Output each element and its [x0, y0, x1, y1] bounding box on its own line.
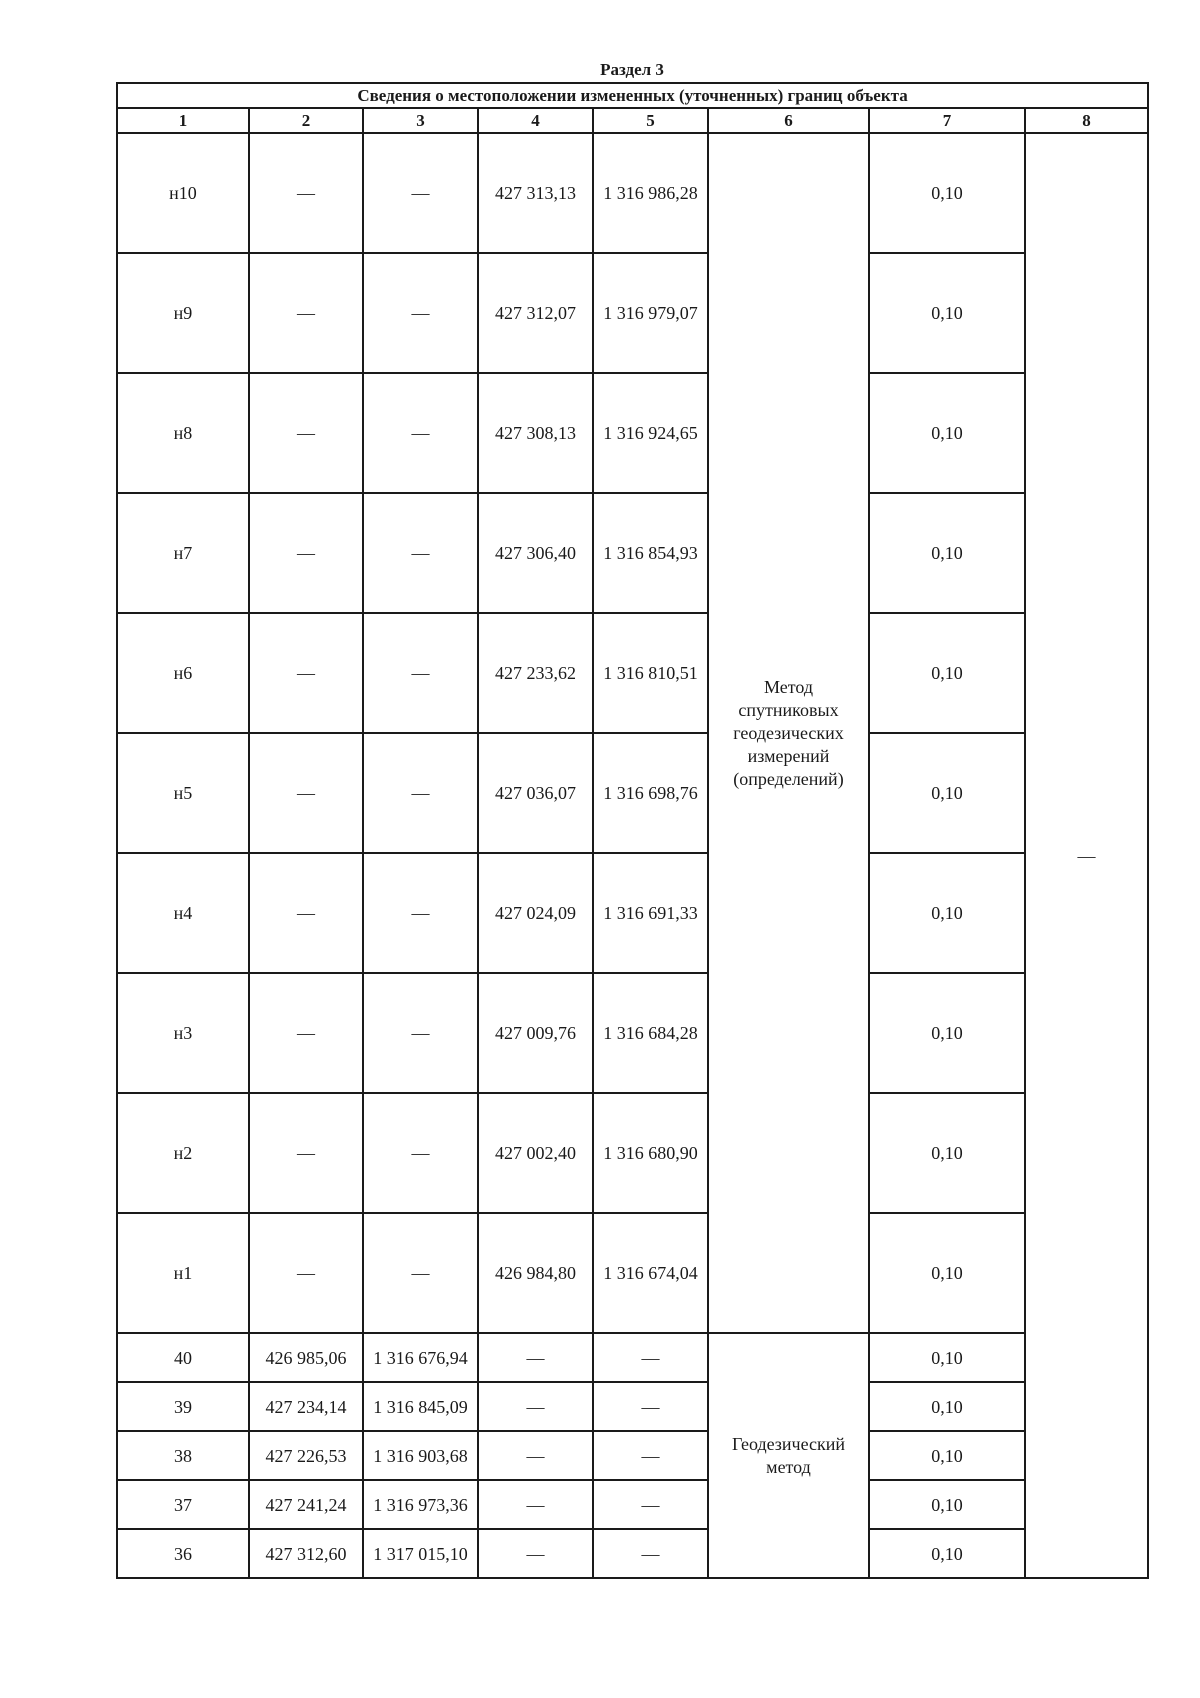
new-x-cell: 427 312,07 — [478, 253, 593, 373]
accuracy-cell: 0,10 — [869, 1333, 1025, 1382]
accuracy-cell: 0,10 — [869, 1529, 1025, 1578]
existing-y-cell: — — [363, 373, 478, 493]
accuracy-cell: 0,10 — [869, 613, 1025, 733]
existing-x-cell: — — [249, 373, 363, 493]
table-row — [117, 973, 1148, 1093]
new-x-cell: 427 308,13 — [478, 373, 593, 493]
point-number-cell: 39 — [117, 1382, 249, 1431]
table-row — [117, 1093, 1148, 1213]
accuracy-cell: 0,10 — [869, 253, 1025, 373]
accuracy-cell: 0,10 — [869, 493, 1025, 613]
column-number: 8 — [1025, 108, 1148, 133]
point-number-cell: н6 — [117, 613, 249, 733]
new-x-cell: 427 024,09 — [478, 853, 593, 973]
point-number-cell: 36 — [117, 1529, 249, 1578]
existing-x-cell: 427 226,53 — [249, 1431, 363, 1480]
new-x-cell: — — [478, 1529, 593, 1578]
existing-x-cell: — — [249, 493, 363, 613]
table-row — [117, 253, 1148, 373]
new-y-cell: — — [593, 1431, 708, 1480]
existing-y-cell: 1 316 676,94 — [363, 1333, 478, 1382]
table-row — [117, 613, 1148, 733]
accuracy-cell: 0,10 — [869, 133, 1025, 253]
existing-y-cell: 1 317 015,10 — [363, 1529, 478, 1578]
point-number-cell: н3 — [117, 973, 249, 1093]
table-row — [117, 1480, 1148, 1529]
new-y-cell: 1 316 680,90 — [593, 1093, 708, 1213]
new-y-cell: 1 316 986,28 — [593, 133, 708, 253]
point-number-cell: 37 — [117, 1480, 249, 1529]
column-number: 2 — [249, 108, 363, 133]
table-title-row — [117, 83, 1148, 108]
new-y-cell: — — [593, 1529, 708, 1578]
column-number: 7 — [869, 108, 1025, 133]
new-y-cell: 1 316 979,07 — [593, 253, 708, 373]
new-y-cell: 1 316 924,65 — [593, 373, 708, 493]
new-x-cell: — — [478, 1382, 593, 1431]
point-number-cell: н2 — [117, 1093, 249, 1213]
table-row — [117, 133, 1148, 253]
accuracy-cell: 0,10 — [869, 1382, 1025, 1431]
new-x-cell: — — [478, 1333, 593, 1382]
existing-y-cell: 1 316 903,68 — [363, 1431, 478, 1480]
point-number-cell: н10 — [117, 133, 249, 253]
column-number: 3 — [363, 108, 478, 133]
table-row — [117, 1529, 1148, 1578]
new-x-cell: 427 306,40 — [478, 493, 593, 613]
point-number-cell: н4 — [117, 853, 249, 973]
existing-y-cell: 1 316 845,09 — [363, 1382, 478, 1431]
existing-x-cell: 426 985,06 — [249, 1333, 363, 1382]
method-text: Метод спутниковых геодезических измерений (определений) — [733, 676, 844, 789]
existing-y-cell: — — [363, 733, 478, 853]
method-cell — [708, 133, 869, 1333]
point-number-cell: н9 — [117, 253, 249, 373]
table-row — [117, 493, 1148, 613]
table-row — [117, 1213, 1148, 1333]
new-y-cell: 1 316 674,04 — [593, 1213, 708, 1333]
new-x-cell: 427 313,13 — [478, 133, 593, 253]
new-y-cell: — — [593, 1382, 708, 1431]
table-row — [117, 373, 1148, 493]
column-number: 5 — [593, 108, 708, 133]
existing-y-cell: — — [363, 1213, 478, 1333]
existing-x-cell: — — [249, 853, 363, 973]
new-x-cell: — — [478, 1431, 593, 1480]
accuracy-cell: 0,10 — [869, 1480, 1025, 1529]
accuracy-cell: 0,10 — [869, 853, 1025, 973]
existing-x-cell: — — [249, 733, 363, 853]
existing-x-cell: — — [249, 133, 363, 253]
table-row — [117, 853, 1148, 973]
column-8-cell: — — [1025, 133, 1148, 1578]
table-row — [117, 1333, 1148, 1382]
new-x-cell: 427 036,07 — [478, 733, 593, 853]
existing-y-cell: — — [363, 853, 478, 973]
point-number-cell: н5 — [117, 733, 249, 853]
method-cell — [708, 1333, 869, 1578]
existing-x-cell: 427 312,60 — [249, 1529, 363, 1578]
table-row — [117, 1382, 1148, 1431]
accuracy-cell: 0,10 — [869, 373, 1025, 493]
new-x-cell: 427 009,76 — [478, 973, 593, 1093]
point-number-cell: 40 — [117, 1333, 249, 1382]
accuracy-cell: 0,10 — [869, 1431, 1025, 1480]
accuracy-cell: 0,10 — [869, 1213, 1025, 1333]
new-x-cell: 426 984,80 — [478, 1213, 593, 1333]
existing-y-cell: — — [363, 253, 478, 373]
existing-x-cell: — — [249, 613, 363, 733]
existing-x-cell: — — [249, 973, 363, 1093]
accuracy-cell: 0,10 — [869, 1093, 1025, 1213]
new-y-cell: 1 316 698,76 — [593, 733, 708, 853]
new-y-cell: 1 316 684,28 — [593, 973, 708, 1093]
existing-y-cell: — — [363, 1093, 478, 1213]
new-x-cell: 427 233,62 — [478, 613, 593, 733]
existing-y-cell: — — [363, 973, 478, 1093]
existing-x-cell: — — [249, 1093, 363, 1213]
existing-x-cell: 427 234,14 — [249, 1382, 363, 1431]
existing-y-cell: — — [363, 133, 478, 253]
point-number-cell: 38 — [117, 1431, 249, 1480]
point-number-cell: н1 — [117, 1213, 249, 1333]
existing-y-cell: 1 316 973,36 — [363, 1480, 478, 1529]
new-x-cell: 427 002,40 — [478, 1093, 593, 1213]
existing-y-cell: — — [363, 493, 478, 613]
boundary-table — [116, 82, 1149, 1579]
new-y-cell: — — [593, 1333, 708, 1382]
column-number-row — [117, 108, 1148, 133]
new-y-cell: 1 316 691,33 — [593, 853, 708, 973]
existing-y-cell: — — [363, 613, 478, 733]
new-y-cell: 1 316 854,93 — [593, 493, 708, 613]
table-title: Сведения о местоположении измененных (уточненных) границ объекта — [117, 83, 1148, 108]
accuracy-cell: 0,10 — [869, 733, 1025, 853]
column-number: 1 — [117, 108, 249, 133]
existing-x-cell: 427 241,24 — [249, 1480, 363, 1529]
table-row — [117, 1431, 1148, 1480]
existing-x-cell: — — [249, 1213, 363, 1333]
table-row — [117, 733, 1148, 853]
column-number: 6 — [708, 108, 869, 133]
existing-x-cell: — — [249, 253, 363, 373]
new-x-cell: — — [478, 1480, 593, 1529]
accuracy-cell: 0,10 — [869, 973, 1025, 1093]
method-text: Геодезический метод — [731, 1433, 846, 1477]
column-number: 4 — [478, 108, 593, 133]
new-y-cell: — — [593, 1480, 708, 1529]
point-number-cell: н7 — [117, 493, 249, 613]
section-title: Раздел 3 — [600, 60, 664, 79]
new-y-cell: 1 316 810,51 — [593, 613, 708, 733]
point-number-cell: н8 — [117, 373, 249, 493]
